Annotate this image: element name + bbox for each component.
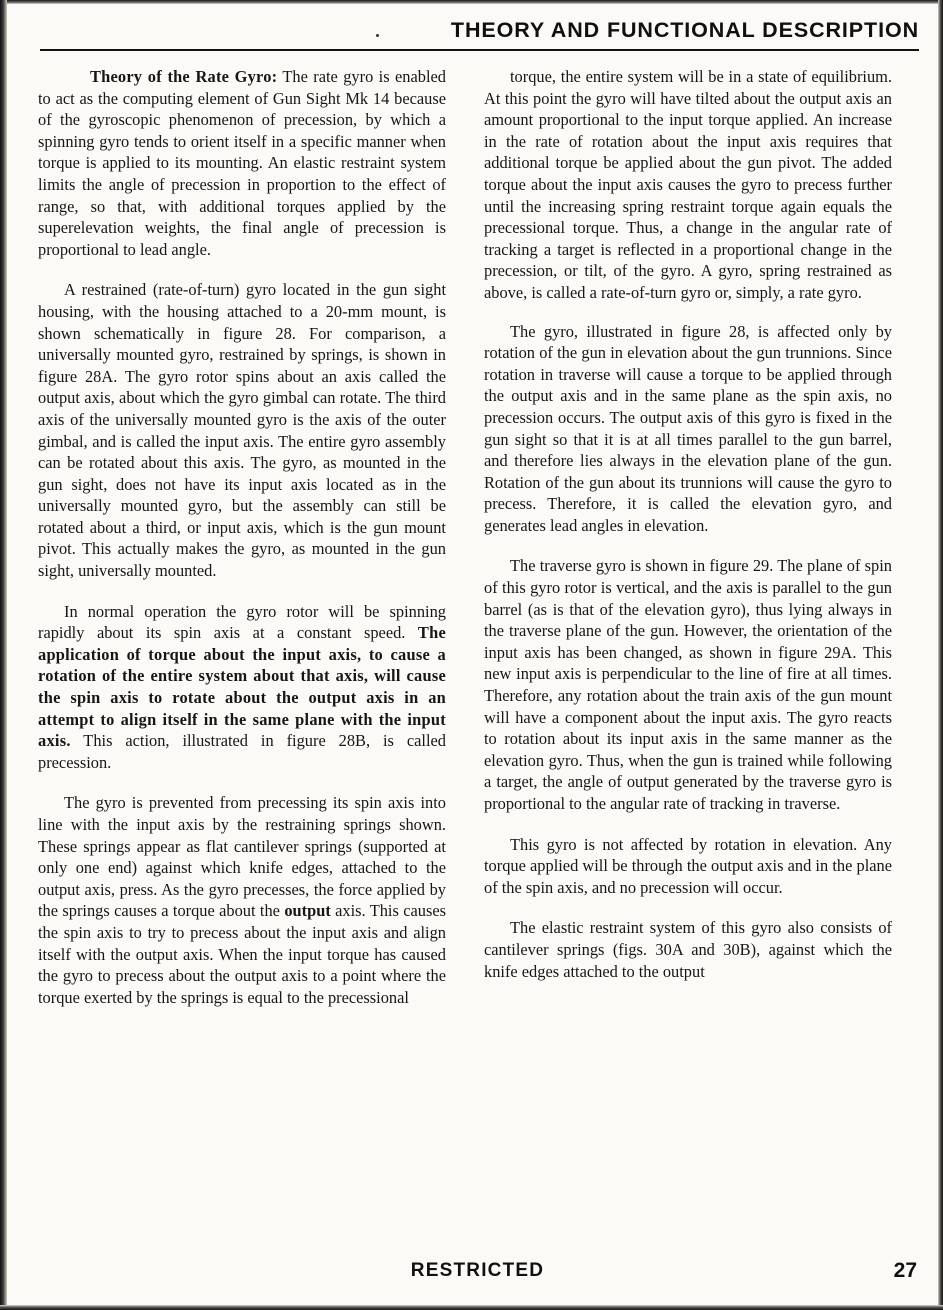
run-in-heading: Theory of the Rate Gyro:	[90, 67, 278, 86]
paragraph-left-1	[38, 66, 446, 260]
paragraph-left-3	[38, 601, 446, 774]
classification-marking: RESTRICTED	[410, 1260, 545, 1281]
left-column	[38, 66, 446, 1244]
paragraph-right-3: The traverse gyro is shown in figure 29. The plane of spin of this gyro rotor is vertical, and the axis is parallel to the gun barrel (as is that of the elevation gyro), thus lying always in the traverse plane of the gun. However, the orientation of the input axis has been changed, as shown in figure 29A. This new input axis is perpendicular to the line of fire at all times. Therefore, any rotation about the train axis of the gun mount will have a component about the input axis. The gyro reacts to rotation about its input axis in the same manner as the elevation gyro. Thus, when the gun is trained while following a target, the angle of output generated by the traverse gyro is proportional to the angular rate of tracking in traverse.	[484, 556, 892, 813]
page-edge-bottom	[0, 1305, 943, 1310]
paragraph-left-4-emphasis: output	[284, 901, 331, 921]
page-number: 27	[893, 1259, 917, 1282]
header-rule	[40, 49, 919, 51]
paragraph-left-4	[38, 792, 446, 1008]
page-title: THEORY AND FUNCTIONAL DESCRIPTION	[450, 18, 919, 42]
paragraph-left-1-text: The rate gyro is enabled to act as the computing element of Gun Sight Mk 14 because of the gyroscopic phenomenon of precession, by which a spinning gyro tends to orient itself in a specific manner when torque is applied to its mounting. An elastic restraint system limits the angle of precession in proportion to the effect of range, so that, with additional torques applied by the superelevation weights, the final angle of precession is proportional to lead angle.	[38, 67, 446, 259]
paragraph-right-2: The gyro, illustrated in figure 28, is affected only by rotation of the gun in elevation about the gun trunnions. Since rotation in traverse will cause a torque to be applied through the output axis and in the same plane as the spin axis, no precession occurs. The output axis of this gyro is fixed in the gun sight so that it is at all times parallel to the gun barrel, and therefore lies always in the elevation plane of the gun. Rotation of the gun about its trunnions will cause the gyro to precess. Therefore, it is called the elevation gyro, and generates lead angles in elevation.	[484, 321, 892, 535]
body-columns	[38, 66, 917, 1244]
right-column	[484, 66, 892, 1244]
paragraph-right-4: This gyro is not affected by rotation in elevation. Any torque applied will be through the output axis and in the plane of the spin axis, and no precession will occur.	[484, 834, 892, 897]
page-edge-top	[0, 0, 943, 4]
page-header	[40, 18, 919, 52]
paragraph-left-3-part-b: This action, illustrated in figure 28B, is called precession.	[38, 731, 446, 772]
paragraph-left-3-emphasis: The application of torque about the input axis, to cause a rotation of the entire system about that axis, will cause the spin axis to rotate about the output axis in an attempt to align itself in the same plane with the input axis.	[38, 623, 446, 751]
paragraph-left-4-part-b: axis. This causes the spin axis to try to precess about the input axis and align itself with the output axis. When the input torque has caused the gyro to precess about the output axis to a point where the torque exerted by the springs is equal to the precessional	[38, 901, 446, 1007]
paragraph-right-1: torque, the entire system will be in a state of equilibrium. At this point the gyro will have tilted about the output axis an amount proportional to the input torque applied. An increase in the rate of rotation about the input axis requires that additional torque be applied about the gun pivot. The added torque about the input axis causes the gyro to precess further until the increasing spring restraint torque again equals the precessional torque. Thus, a change in the angular rate of tracking a target is reflected in a proportional change in the precession, or tilt, of the gyro. A gyro, spring restrained as above, is called a rate-of-turn gyro or, simply, a rate gyro.	[484, 67, 892, 302]
paragraph-right-5: The elastic restraint system of this gyro also consists of cantilever springs (figs. 30A and 30B), against which the knife edges attached to the output	[484, 918, 892, 981]
page-edge-left	[0, 0, 7, 1310]
paragraph-left-2: A restrained (rate-of-turn) gyro located in the gun sight housing, with the housing attached to a 20-mm mount, is shown schematically in figure 28. For comparison, a universally mounted gyro, restrained by springs, is shown in figure 28A. The gyro rotor spins about an axis called the output axis, about which the gyro gimbal can rotate. The third axis of the universally mounted gyro is the axis of the outer gimbal, and is called the input axis. The entire gyro assembly can be rotated about this axis. The gyro, as mounted in the gun sight, does not have its input axis located as in the universally mounted gyro, but the assembly can still be rotated about a third, or input axis, which is the gun mount pivot. This actually makes the gyro, as mounted in the gun sight, universally mounted.	[38, 280, 446, 581]
page-edge-right	[938, 0, 943, 1310]
page-footer	[38, 1260, 917, 1288]
header-dot-mark	[376, 34, 379, 37]
paragraph-left-3-part-a: In normal operation the gyro rotor will be spinning rapidly about its spin axis at a constant speed.	[38, 601, 446, 643]
paragraph-left-4-part-a: The gyro is prevented from precessing its spin axis into line with the input axis by the restraining springs shown. These springs appear as flat cantilever springs (supported at only one end) against which knife edges, attached to the output axis, press. As the gyro precesses, the force applied by the springs causes a torque about the	[38, 793, 446, 921]
